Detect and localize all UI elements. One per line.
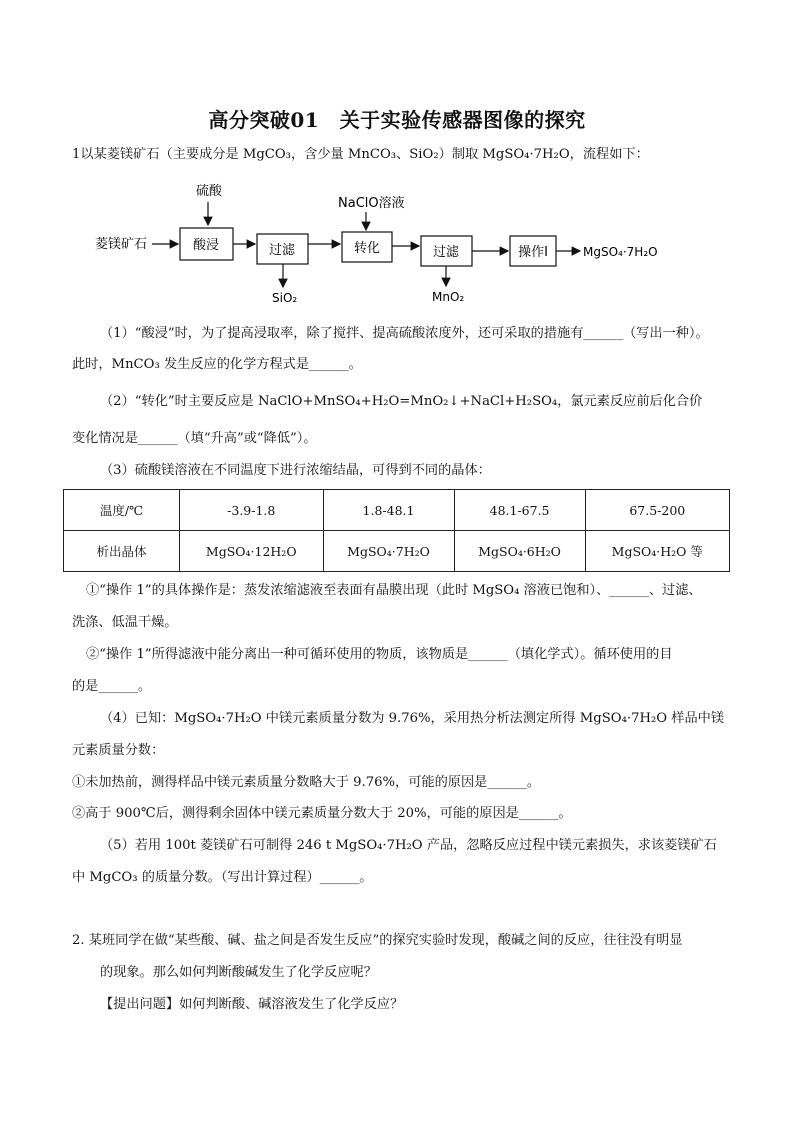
- page-title: 高分突破01 关于实验传感器图像的探究: [208, 108, 586, 132]
- q1-step1-line2: 洗涤、低温干燥。: [72, 615, 178, 630]
- flow-box-label: 过滤: [268, 243, 296, 258]
- q1-step1-line1: ①“操作 1”的具体操作是：蒸发浓缩滤液至表面有晶膜出现（此时 MgSO₄ 溶液已饱和）、______、过滤、: [86, 583, 702, 598]
- flow-box-label: 转化: [353, 241, 381, 256]
- table-cell: MgSO₄·7H₂O: [323, 531, 454, 572]
- table-cell: 析出晶体: [64, 531, 180, 572]
- flow-byproduct-mno2: MnO₂: [432, 290, 465, 304]
- table-cell: MgSO₄·12H₂O: [180, 531, 324, 572]
- q1-step2-line1: ②“操作 1”所得滤液中能分离出一种可循环使用的物质，该物质是______（填化学式）。循环使用的目: [86, 647, 673, 662]
- table-cell: -3.9-1.8: [180, 490, 324, 531]
- table-cell: 48.1-67.5: [454, 490, 585, 531]
- q1-step2-line2: 的是______。: [72, 679, 152, 694]
- flow-input: 菱镁矿石: [95, 237, 148, 252]
- flow-reagent-sulfuric-acid: 硫酸: [196, 184, 223, 199]
- q1-part1-line2: 此时，MnCO₃ 发生反应的化学方程式是______。: [72, 357, 362, 372]
- flow-reagent-naclo: NaClO溶液: [338, 196, 405, 211]
- q1-part4-line1: （4）已知：MgSO₄·7H₂O 中镁元素质量分数为 9.76%，采用热分析法测定所得 MgSO₄·7H₂O 样品中镁: [100, 711, 725, 726]
- q1-part2-line2: 变化情况是______（填“升高”或“降低”）。: [72, 431, 317, 446]
- flow-byproduct-sio2: SiO₂: [272, 291, 298, 305]
- q1-part4-line2: 元素质量分数：: [72, 743, 165, 758]
- table-cell: MgSO₄·6H₂O: [454, 531, 585, 572]
- flow-product: MgSO₄·7H₂O: [583, 245, 658, 259]
- q1-part2-line1: （2）“转化”时主要反应是 NaClO+MnSO₄+H₂O=MnO₂↓+NaCl+H₂SO₄，氯元素反应前后化合价: [100, 394, 703, 409]
- table-cell: 温度/℃: [64, 490, 180, 531]
- table-cell: 67.5-200: [585, 490, 729, 531]
- q1-part5-line2: 中 MgCO₃ 的质量分数。（写出计算过程）______。: [72, 870, 373, 885]
- q2-line1: 2. 某班同学在做“某些酸、碱、盐之间是否发生反应”的探究实验时发现，酸碱之间的反应，往往没有明显: [72, 933, 683, 948]
- table-cell: MgSO₄·H₂O 等: [585, 531, 729, 572]
- q1-part5-line1: （5）若用 100t 菱镁矿石可制得 246 t MgSO₄·7H₂O 产品，忽略反应过程中镁元素损失，求该菱镁矿石: [100, 838, 717, 853]
- q2-line3: 【提出问题】如何判断酸、碱溶液发生了化学反应？: [100, 997, 404, 1012]
- q1-part3-intro: （3）硫酸镁溶液在不同温度下进行浓缩结晶，可得到不同的晶体：: [100, 463, 491, 478]
- flow-box-label: 酸浸: [192, 238, 220, 253]
- q1-intro: 1以某菱镁矿石（主要成分是 MgCO₃，含少量 MnCO₃、SiO₂）制取 MgSO₄·7H₂O，流程如下：: [72, 147, 649, 162]
- crystal-table: [63, 489, 730, 572]
- table-row: [64, 490, 730, 531]
- flow-box-label: 过滤: [432, 245, 460, 260]
- q1-part4-line3: ①未加热前，测得样品中镁元素质量分数略大于 9.76%，可能的原因是______。: [72, 775, 541, 790]
- table-row: [64, 531, 730, 572]
- q1-part1-line1: （1）“酸浸”时，为了提高浸取率，除了搅拌、提高硫酸浓度外，还可采取的措施有______（写出一种）。: [100, 326, 709, 341]
- process-flow-diagram: [0, 170, 794, 310]
- q2-line2: 的现象。那么如何判断酸碱发生了化学反应呢？: [100, 965, 377, 980]
- q1-part4-line4: ②高于 900℃后，测得剩余固体中镁元素质量分数大于 20%，可能的原因是______。: [72, 806, 572, 821]
- table-cell: 1.8-48.1: [323, 490, 454, 531]
- flow-box-label: 操作I: [518, 245, 548, 260]
